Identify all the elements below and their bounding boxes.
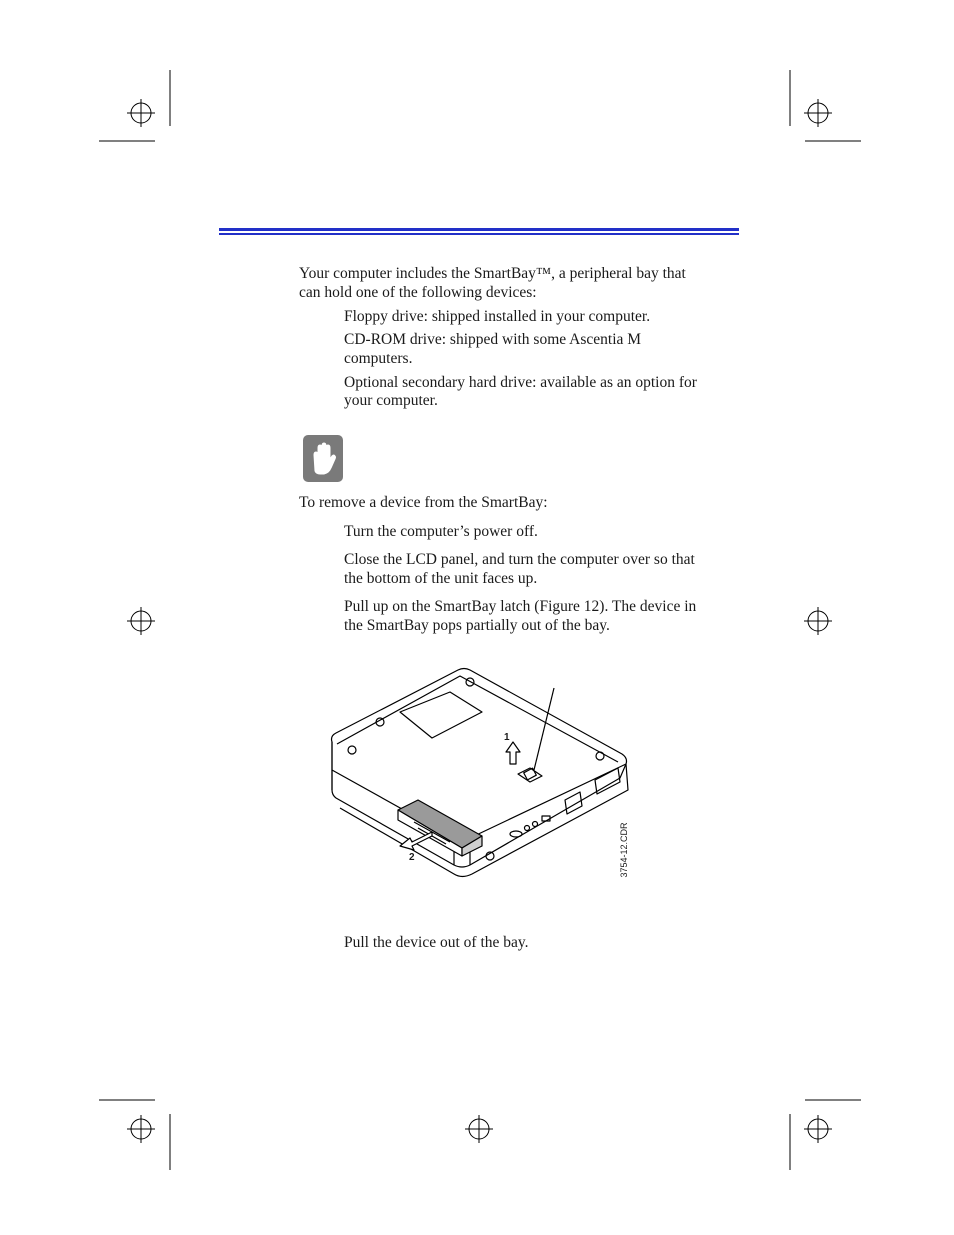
stop-hand-icon	[303, 435, 343, 482]
step-2: Close the LCD panel, and turn the computer over so that	[344, 551, 695, 568]
device-item-harddrive: Optional secondary hard drive: available as an option for	[344, 374, 697, 391]
device-item-cdrom-cont: computers.	[344, 350, 413, 367]
device-item-harddrive-cont: your computer.	[344, 392, 438, 409]
step-4: Pull the device out of the bay.	[344, 934, 529, 951]
smartbay-figure	[320, 660, 640, 890]
device-item-cdrom: CD-ROM drive: shipped with some Ascentia M	[344, 331, 642, 348]
step-3: Pull up on the SmartBay latch (Figure 12). The device in	[344, 598, 697, 615]
heading-rule-top	[219, 228, 739, 231]
step-3-cont: the SmartBay pops partially out of the bay.	[344, 617, 610, 634]
intro-line-1: Your computer includes the SmartBay™, a peripheral bay that	[299, 265, 686, 282]
step-2-cont: the bottom of the unit faces up.	[344, 570, 538, 587]
step-1: Turn the computer’s power off.	[344, 523, 538, 540]
heading-rule-bottom	[219, 233, 739, 235]
device-item-floppy: Floppy drive: shipped installed in your computer.	[344, 308, 651, 325]
intro-line-2: can hold one of the following devices:	[299, 284, 537, 301]
remove-intro: To remove a device from the SmartBay:	[299, 494, 548, 511]
figure-file-label: 3754-12.CDR	[619, 822, 629, 878]
callout-2-label: 2	[409, 852, 415, 863]
callout-1-label: 1	[504, 732, 510, 743]
